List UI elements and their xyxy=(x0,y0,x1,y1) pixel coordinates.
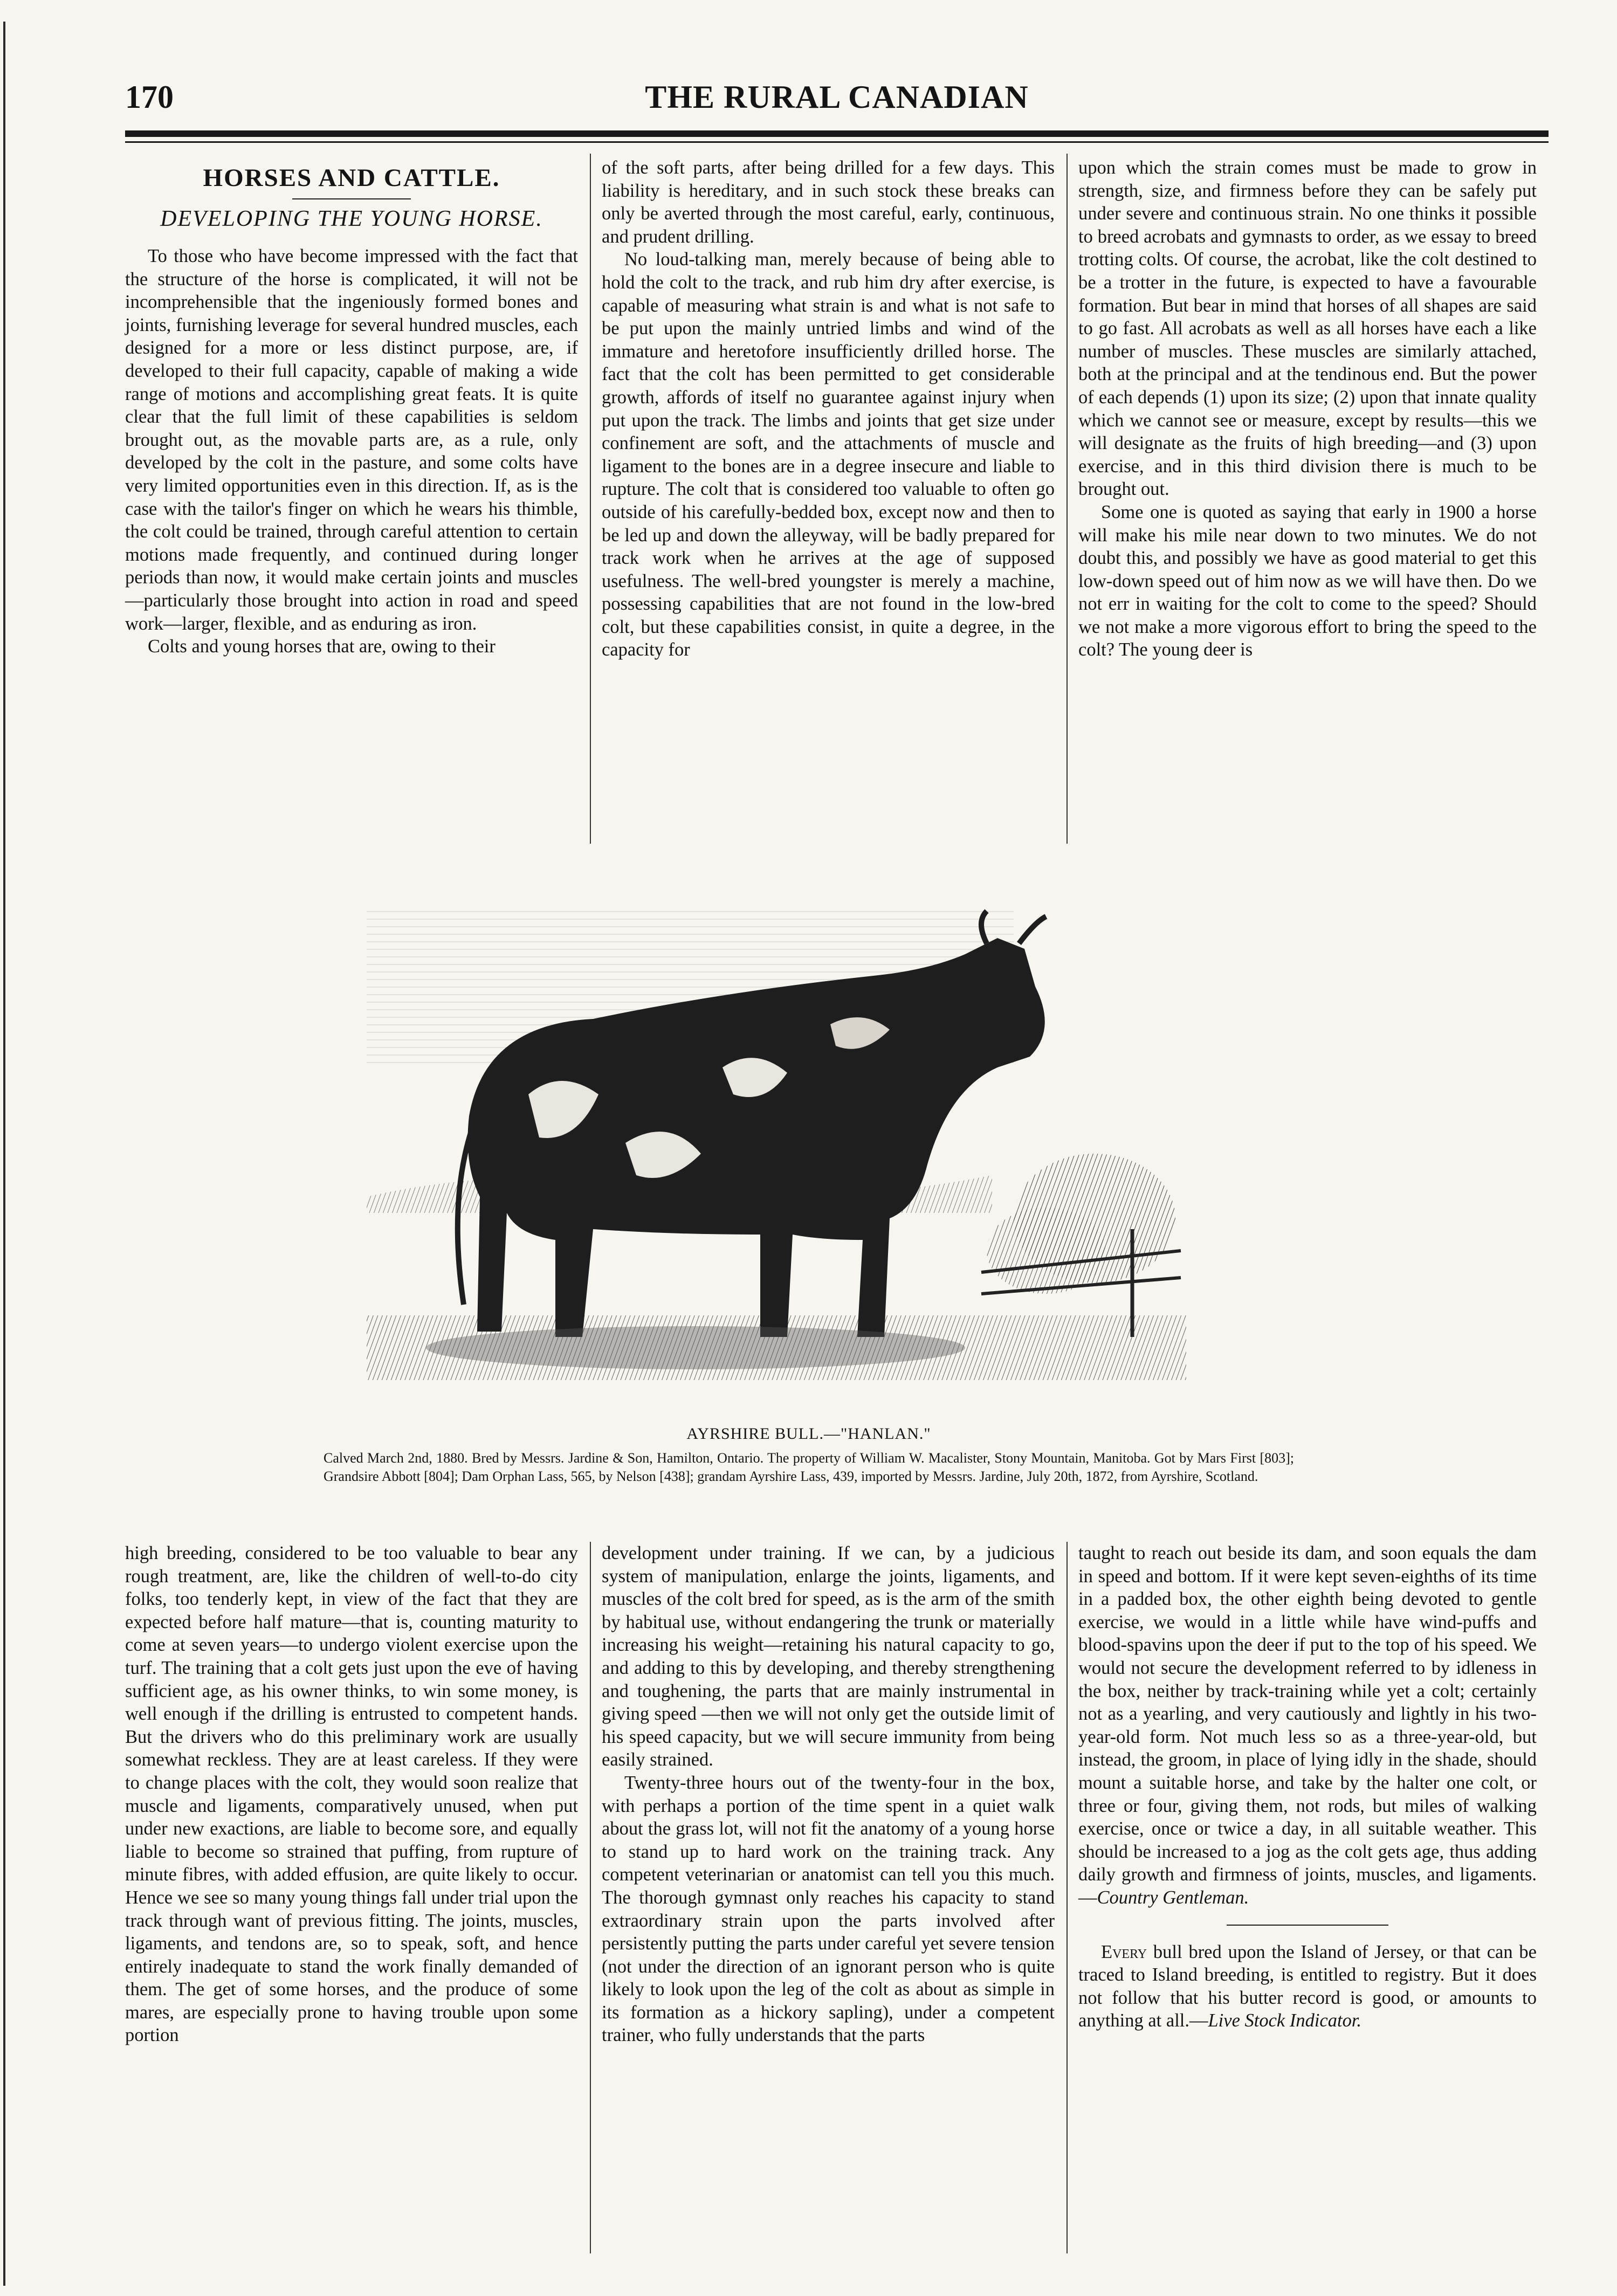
column-divider xyxy=(590,154,591,844)
lead-word: Every xyxy=(1101,1941,1147,1962)
page-number: 170 xyxy=(125,79,174,115)
section-heading: HORSES AND CATTLE. xyxy=(203,164,500,192)
publication-title: THE RURAL CANADIAN xyxy=(645,79,1029,115)
paragraph: No loud-talking man, merely because of being able to hold the colt to the track, and rub him dry after exercise, is capable of measuring what strain is and what is not safe to be put upon the mainly untried limbs and wind of the immature and heretofore insufficiently drilled horse. The fact that the colt has been permitted to get considerable growth, affords of itself no guarantee against injury when put upon the track. The limbs and joints that get size under confinement are soft, and the attachments of muscle and ligament to the bones are in a degree insecure and liable to rupture. The colt that is considered too valuable to often go outside of his carefully-bedded box, except now and then to be led up and down the alleyway, will be badly prepared for track work when he arrives at the age of supposed usefulness. The well-bred youngster is merely a machine, possessing capabilities that are not found in the low-bred colt, but these capabilities consist, in quite a degree, in the capacity for xyxy=(602,249,1055,660)
top-column-1 xyxy=(125,151,578,658)
bottom-column-2 xyxy=(602,1542,1055,2047)
ayrshire-bull-illustration xyxy=(345,863,1208,1423)
paragraph: high breeding, considered to be too valuable to bear any rough treatment, are, like the children of well-to-do city folks, too tenderly kept, in view of the fact that they are expected before half mature—that is, counting maturity to come at seven years—to undergo violent exercise upon the turf. The training that a colt gets just upon the eve of having sufficient age, as his owner thinks, to win some money, is well enough if the drilling is entrusted to competent hands. But the drivers who do this preliminary work are usually somewhat reckless. They are at least careless. If they were to change places with the colt, they would soon realize that muscle and ligaments, comparatively unused, when put under new exactions, are liable to become sore, and equally liable to become so strained that puffing, from rupture of minute fibres, with added effusion, are quite likely to occur. Hence we see so many young things fall under trial upon the track through want of previous fitting. The joints, muscles, ligaments, and tendons are, so to speak, soft, and hence entirely inadequate to stand the work finally demanded of them. The get of some horses, and the produce of some mares, are especially prone to having trouble upon some portion xyxy=(125,1543,578,2046)
paragraph: Colts and young horses that are, owing to their xyxy=(148,636,496,657)
column-divider xyxy=(590,1542,591,2253)
page-edge-line xyxy=(3,22,5,2286)
figure-caption xyxy=(324,1423,1294,1486)
paragraph: upon which the strain comes must be made to grow in strength, size, and firmness before they can be safely put under severe and continuous strain. No one thinks it possible to breed acrobats and gymnasts to order, as we essay to breed trotting colts. Of course, the acrobat, like the colt destined to be a trotter in the future, is expected to have a favourable formation. But bear in mind that horses of all shapes are said to go fast. All acrobats as well as all horses have each a like number of muscles. These muscles are similarly attached, both at the principal and at the tendinous end. But the power of each depends (1) upon its size; (2) upon that innate quality which we cannot see or measure, except by results—this we will designate as the fruits of high breeding—and (3) upon exercise, and in this third division there is much to be brought out. xyxy=(1078,157,1537,500)
caption-title: AYRSHIRE BULL.—"HANLAN." xyxy=(686,1425,931,1443)
paragraph: development under training. If we can, by a judicious system of manipulation, enlarge the joints, ligaments, and muscles of the colt bred for speed, as is the arm of the smith by habitual use, without endangering the trunk or materially increasing his weight—retaining his natural capacity to go, and adding to this by developing, and thereby strengthening and toughening, the parts that are mainly instrumental in giving speed —then we will not only get the outside limit of his speed capacity, but we will secure immunity from being easily strained. xyxy=(602,1543,1055,1770)
paragraph xyxy=(1078,1941,1537,2032)
paragraph: To those who have become impressed with the fact that the structure of the horse is complicated, it will not be incomprehensible that the ingeniously formed bones and joints, furnishing leverage for several hundred muscles, each designed for a more or less distinct purpose, are, if developed to their full capacity, capable of making a wide range of motions and accomplishing great feats. It is quite clear that the full limit of these capabilities is seldom brought out, as the movable parts are, as a rule, only developed by the colt in the pasture, and some colts have very limited opportunities even in this direction. If, as is the case with the tailor's finger on which he wears his thimble, the colt could be trained, through careful attention to certain motions made frequently, and continued during longer periods than now, it would make certain joints and muscles—particularly those brought into action in road and speed work—larger, flexible, and as enduring as iron. xyxy=(125,246,578,634)
page-header xyxy=(125,81,1549,129)
bottom-column-3 xyxy=(1078,1542,1537,2032)
heading-rule xyxy=(292,198,411,199)
separator-rule xyxy=(1227,1925,1388,1926)
top-column-2 xyxy=(602,156,1055,661)
header-rule-thin xyxy=(125,141,1549,143)
paragraph: Twenty-three hours out of the twenty-four in the box, with perhaps a portion of the time spent in a quiet walk about the grass lot, will not fit the anatomy of a young horse to stand up to hard work on the training track. Any competent veterinarian or anatomist can tell you this much. The thorough gymnast only reaches his capacity to stand extraordinary strain upon the parts involved after persistently putting the parts under careful yet severe tension (not under the direction of an ignorant person who is quite likely to look upon the leg of the colt as about as simple in its formation as a hickory sapling), under a competent trainer, who fully understands that the parts xyxy=(602,1772,1055,2046)
bottom-column-1 xyxy=(125,1542,578,2047)
column-divider xyxy=(1066,1542,1068,2253)
article-title: DEVELOPING THE YOUNG HORSE. xyxy=(160,206,543,231)
caption-text: Calved March 2nd, 1880. Bred by Messrs. Jardine & Son, Hamilton, Ontario. The property of William W. Macalister, Stony Mountain, Manitoba. Got by Mars First [803]; Grandsire Abbott [804]; Dam Orphan Lass, 565, by Nelson [438]; grandam Ayrshire Lass, 439, imported by Messrs. Jardine, July 20th, 1872, from Ayrshire, Scotland. xyxy=(324,1450,1294,1484)
paragraph: of the soft parts, after being drilled for a few days. This liability is hereditary, and in such stock these breaks can only be averted through the most careful, early, continuous, and prudent drilling. xyxy=(602,157,1055,247)
paragraph-text: taught to reach out beside its dam, and soon equals the dam in speed and bottom. If it were kept seven-eighths of its time in a padded box, the other eighth being devoted to gentle exercise, we would in a little while have wind-puffs and blood-spavins upon the deer if put to the top of his speed. We would not secure the development referred to by idleness in the box, neither by track-training while yet a colt; certainly not as a yearling, and very cautiously and lightly in his two-year-old form. Not much less so as a three-year-old, but instead, the groom, in place of lying idly in the shade, should mount a suitable horse, and take by the halter one colt, or three or four, giving them, not rods, but miles of walking exercise, once or twice a day, in all suitable weather. This should be increased to a jog as the colt gets age, thus adding daily growth and firmness of joints, muscles, and ligaments.— xyxy=(1078,1543,1537,1908)
paragraph-text: bull bred upon the Island of Jersey, or that can be traced to Island breeding, is entitled to registry. But it does not follow that his butter record is good, or amounts to anything at all.— xyxy=(1078,1941,1537,2031)
source-credit: Live Stock Indicator. xyxy=(1208,2010,1362,2031)
header-rule-thick xyxy=(125,130,1549,137)
source-credit: Country Gentleman. xyxy=(1097,1887,1249,1908)
paragraph xyxy=(1078,1542,1537,1909)
paragraph: Some one is quoted as saying that early in 1900 a horse will make his mile near down to two minutes. We do not doubt this, and possibly we have as good material to get this low-down speed out of him now as we will have then. Do we not err in waiting for the colt to come to the speed? Should we not make a more vigorous effort to bring the speed to the colt? The young deer is xyxy=(1078,501,1537,660)
top-column-3 xyxy=(1078,156,1537,661)
column-divider xyxy=(1066,154,1068,844)
